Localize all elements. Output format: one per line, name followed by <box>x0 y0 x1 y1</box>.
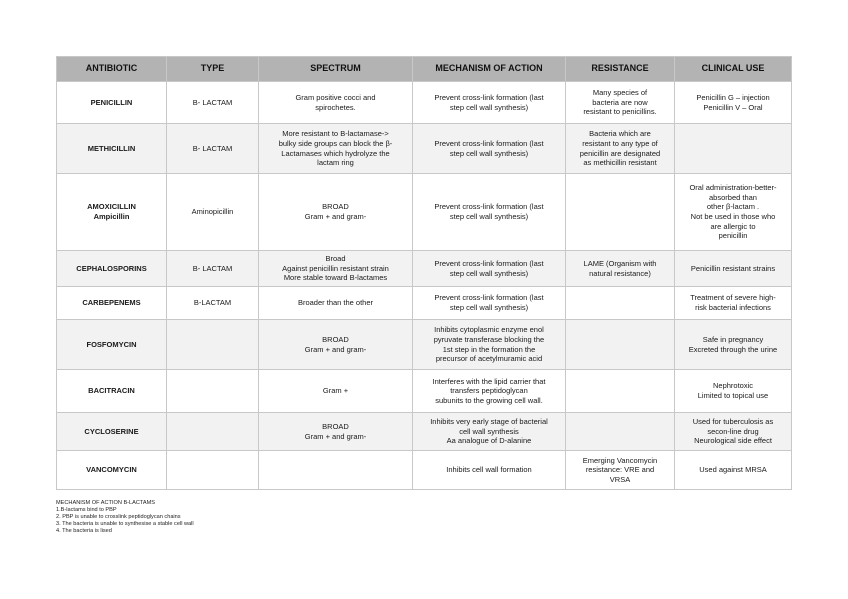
mechanism-cell: Interferes with the lipid carrier that transfers peptidoglycan subunits to the growing cell wall. <box>413 370 566 413</box>
mechanism-cell: Inhibits cytoplasmic enzyme enol pyruvate transferase blocking the 1st step in the formation the precursor of acetylmuramic acid <box>413 320 566 370</box>
antibiotic-cell: CEPHALOSPORINS <box>57 251 167 287</box>
clinical-use-cell: Nephrotoxic Limited to topical use <box>675 370 792 413</box>
spectrum-cell: Broader than the other <box>259 287 413 320</box>
header-clinical-use: CLINICAL USE <box>675 57 792 82</box>
header-spectrum: SPECTRUM <box>259 57 413 82</box>
table-row <box>57 124 792 174</box>
header-mechanism: MECHANISM OF ACTION <box>413 57 566 82</box>
resistance-cell <box>566 413 675 451</box>
table-row <box>57 451 792 490</box>
moa-notes <box>56 500 194 535</box>
type-cell <box>167 370 259 413</box>
notes-item: 2. PBP is unable to crosslink peptidoglycan chains <box>56 513 181 520</box>
mechanism-cell: Inhibits cell wall formation <box>413 451 566 490</box>
antibiotic-cell: METHICILLIN <box>57 124 167 174</box>
clinical-use-cell: Used against MRSA <box>675 451 792 490</box>
resistance-cell: Bacteria which are resistant to any type of penicillin are designated as methicillin resistant <box>566 124 675 174</box>
mechanism-cell: Prevent cross-link formation (last step cell wall synthesis) <box>413 287 566 320</box>
header-antibiotic: ANTIBIOTIC <box>57 57 167 82</box>
antibiotic-cell: PENICILLIN <box>57 82 167 124</box>
table-row <box>57 174 792 251</box>
clinical-use-cell: Penicillin G – injection Penicillin V – Oral <box>675 82 792 124</box>
resistance-cell <box>566 174 675 251</box>
mechanism-cell: Prevent cross-link formation (last step cell wall synthesis) <box>413 82 566 124</box>
type-cell <box>167 413 259 451</box>
table-row <box>57 370 792 413</box>
notes-item: 3. The bacteria is unable to synthesise a stable cell wall <box>56 520 194 527</box>
antibiotic-cell: CARBEPENEMS <box>57 287 167 320</box>
antibiotic-cell: CYCLOSERINE <box>57 413 167 451</box>
antibiotics-table <box>56 56 792 490</box>
antibiotic-cell: FOSFOMYCIN <box>57 320 167 370</box>
spectrum-cell: Broad Against penicillin resistant strain More stable toward B-lactames <box>259 251 413 287</box>
clinical-use-cell: Penicillin resistant strains <box>675 251 792 287</box>
spectrum-cell: Gram positive cocci and spirochetes. <box>259 82 413 124</box>
antibiotic-cell: VANCOMYCIN <box>57 451 167 490</box>
clinical-use-cell: Treatment of severe high- risk bacterial infections <box>675 287 792 320</box>
spectrum-cell: More resistant to B-lactamase-> bulky side groups can block the β- Lactamases which hydrolyze the lactam ring <box>259 124 413 174</box>
header-type: TYPE <box>167 57 259 82</box>
mechanism-cell: Inhibits very early stage of bacterial cell wall synthesis Aa analogue of D-alanine <box>413 413 566 451</box>
resistance-cell: LAME (Organism with natural resistance) <box>566 251 675 287</box>
antibiotic-cell: AMOXICILLIN Ampicillin <box>57 174 167 251</box>
notes-item: 1.B-lactams bind to PBP <box>56 506 117 513</box>
mechanism-cell: Prevent cross-link formation (last step cell wall synthesis) <box>413 174 566 251</box>
notes-item: 4. The bacteria is lised <box>56 527 112 534</box>
table-row <box>57 413 792 451</box>
header-resistance: RESISTANCE <box>566 57 675 82</box>
notes-title: MECHANISM OF ACTION B-LACTAMS <box>56 500 156 506</box>
type-cell: B- LACTAM <box>167 124 259 174</box>
resistance-cell <box>566 320 675 370</box>
table-row <box>57 320 792 370</box>
type-cell: B- LACTAM <box>167 251 259 287</box>
clinical-use-cell: Oral administration-better- absorbed than other β-lactam . Not be used in those who are allergic to penicillin <box>675 174 792 251</box>
table-row <box>57 82 792 124</box>
spectrum-cell: BROAD Gram + and gram- <box>259 174 413 251</box>
spectrum-cell: BROAD Gram + and gram- <box>259 320 413 370</box>
clinical-use-cell: Safe in pregnancy Excreted through the urine <box>675 320 792 370</box>
antibiotic-cell: BACITRACIN <box>57 370 167 413</box>
resistance-cell <box>566 370 675 413</box>
resistance-cell: Emerging Vancomycin resistance: VRE and VRSA <box>566 451 675 490</box>
resistance-cell <box>566 287 675 320</box>
type-cell: Aminopicillin <box>167 174 259 251</box>
clinical-use-cell <box>675 124 792 174</box>
mechanism-cell: Prevent cross-link formation (last step cell wall synthesis) <box>413 124 566 174</box>
type-cell <box>167 320 259 370</box>
clinical-use-cell: Used for tuberculosis as secon-line drug Neurological side effect <box>675 413 792 451</box>
type-cell: B-LACTAM <box>167 287 259 320</box>
mechanism-cell: Prevent cross-link formation (last step cell wall synthesis) <box>413 251 566 287</box>
spectrum-cell: Gram + <box>259 370 413 413</box>
spectrum-cell: BROAD Gram + and gram- <box>259 413 413 451</box>
type-cell: B- LACTAM <box>167 82 259 124</box>
resistance-cell: Many species of bacteria are now resistant to penicillins. <box>566 82 675 124</box>
type-cell <box>167 451 259 490</box>
table-row <box>57 251 792 287</box>
table-header-row <box>57 57 792 82</box>
table-row <box>57 287 792 320</box>
spectrum-cell <box>259 451 413 490</box>
